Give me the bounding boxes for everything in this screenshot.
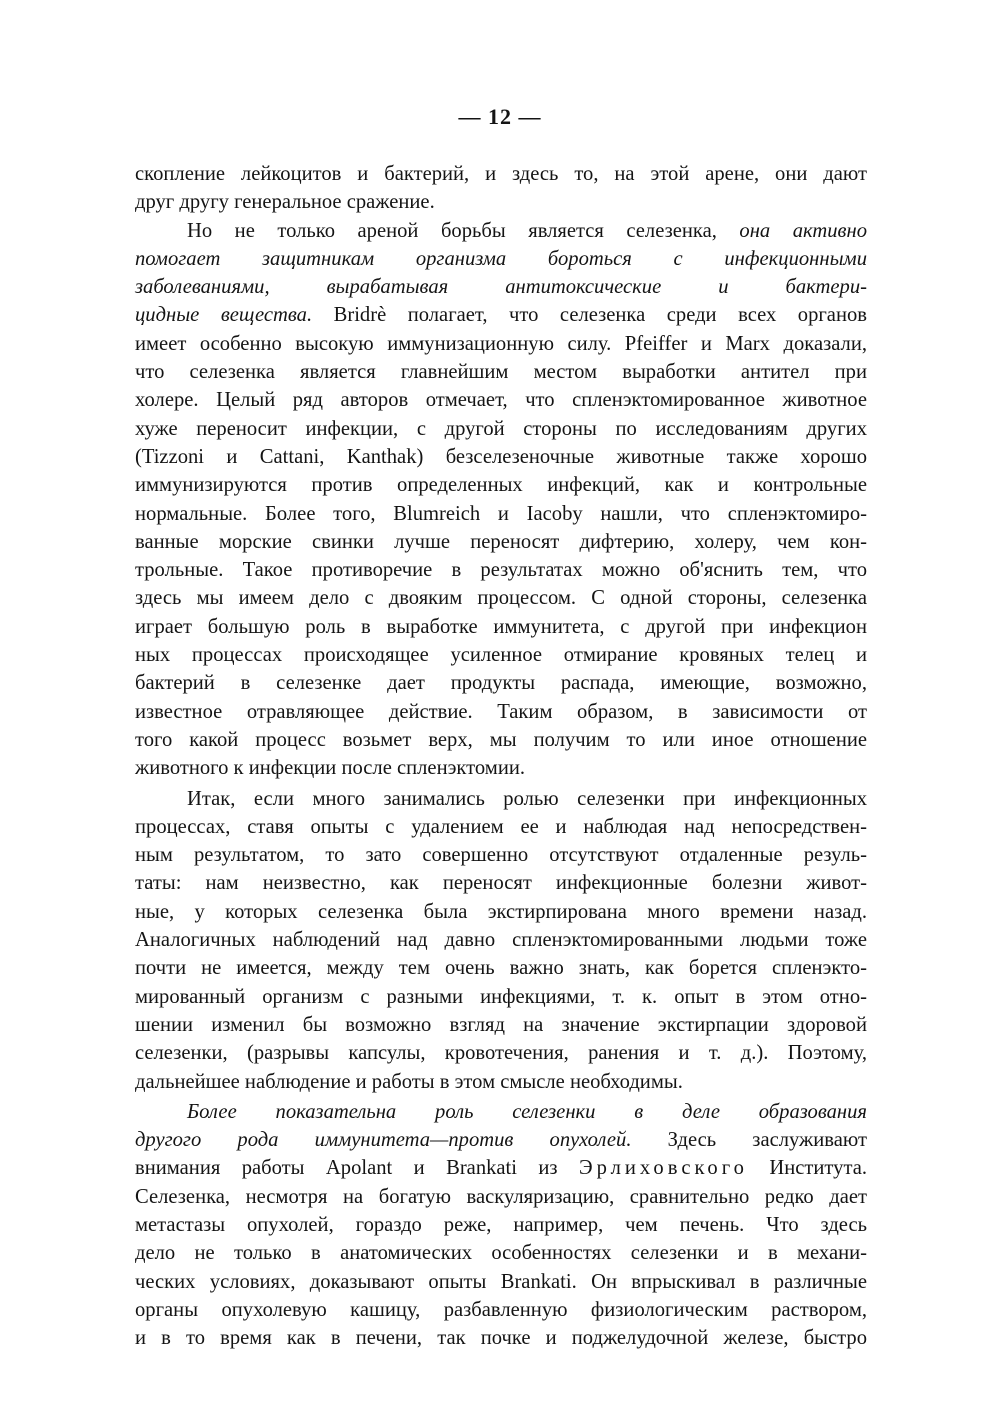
text-line: метастазы опухолей, гораздо реже, например, чем печень. Что здесь	[135, 1213, 867, 1236]
text-line: скопление лейкоцитов и бактерий, и здесь то, на этой арене, они дают	[135, 163, 867, 185]
italic-span: другого рода иммунитета—против опухолей.	[135, 1129, 632, 1152]
text-line	[135, 1154, 867, 1182]
body-text	[135, 160, 867, 1352]
text-line: шении изменил бы возможно взгляд на значение экстирпации здоровой	[135, 1013, 867, 1036]
text-line: дальнейшее наблюдение и работы в этом смысле необходимы.	[135, 1070, 683, 1093]
text-line: животного к инфекции после спленэктомии.	[135, 757, 526, 780]
text-line	[135, 1098, 867, 1126]
spaced-span: Эрлиховского	[578, 1157, 748, 1180]
text-line	[135, 245, 867, 273]
text-line: нормальные. Более того, Blumreich и Iacoby нашли, что спленэктомиро-	[135, 502, 867, 525]
text-line: холере. Целый ряд авторов отмечает, что спленэктомированное животное	[135, 389, 867, 412]
text-line: почти не имеется, между тем очень важно знать, как борется спленэкто-	[135, 957, 867, 980]
text-line: трольные. Такое противоречие в результатах можно об'яснить тем, что	[135, 559, 867, 582]
text-span: Института.	[747, 1157, 867, 1180]
text-line: процессах, ставя опыты с удалением ее и наблюдая над непосредствен-	[135, 815, 867, 838]
text-line: имеет особенно высокую иммунизационную силу. Pfeiffer и Marx доказали,	[135, 332, 867, 355]
text-line: и в то время как в печени, так почке и поджелудочной железе, быстро	[135, 1327, 867, 1350]
text-line: таты: нам неизвестно, как переносят инфекционные болезни живот-	[135, 872, 867, 895]
text-line	[135, 273, 867, 301]
text-span: внимания работы Apolant и Brankati из	[135, 1157, 579, 1180]
text-line: ным результатом, то зато совершенно отсутствуют отдаленные резуль-	[135, 844, 867, 867]
text-span: Но не только ареной борьбы является селезенка,	[187, 219, 740, 242]
text-line: бактерий в селезенке дает продукты распада, имеющие, возможно,	[135, 672, 867, 695]
text-line: здесь мы имеем дело с двояким процессом. С одной стороны, селезенка	[135, 587, 867, 610]
text-line: ных процессах происходящее усиленное отмирание кровяных телец и	[135, 644, 867, 667]
italic-span: заболеваниями, вырабатывая антитоксические и бактери-	[135, 276, 867, 299]
text-line: что селезенка является главнейшим местом выработки антител при	[135, 361, 867, 384]
text-line: иммунизируются против определенных инфекций, как и контрольные	[135, 474, 867, 497]
text-span: Bridrè полагает, что селезенка среди всех органов	[312, 304, 867, 327]
text-line: хуже переносит инфекции, с другой стороны по исследованиям других	[135, 417, 867, 440]
text-line: известное отравляющее действие. Таким образом, в зависимости от	[135, 700, 867, 723]
text-span: Здесь заслуживают	[631, 1129, 867, 1152]
italic-span: цидные вещества.	[135, 304, 313, 327]
text-line	[135, 301, 867, 329]
italic-span: она активно	[739, 219, 867, 242]
text-line: играет большую роль в выработке иммунитета, с другой при инфекцион	[135, 615, 867, 638]
text-line: ные, у которых селезенка была экстирпирована много времени назад.	[135, 900, 867, 923]
text-line: ческих условиях, доказывают опыты Brankati. Он впрыскивал в различные	[135, 1270, 867, 1293]
text-line: селезенки, (разрывы капсулы, кровотечения, ранения и т. д.). Поэтому,	[135, 1042, 867, 1065]
italic-span: помогает защитникам организма бороться с инфекционными	[135, 247, 867, 270]
text-line: Итак, если много занимались ролью селезенки при инфекционных	[187, 787, 867, 810]
text-line: мированный организм с разными инфекциями, т. к. опыт в этом отно-	[135, 985, 867, 1008]
text-line: Селезенка, несмотря на богатую васкуляризацию, сравнительно редко дает	[135, 1185, 867, 1208]
page-number: — 12 —	[458, 104, 542, 129]
text-line: того какой процесс возьмет верх, мы получим то или иное отношение	[135, 728, 867, 751]
text-line	[135, 217, 867, 245]
text-line: (Tizzoni и Cattani, Kanthak) безселезеночные животные также хорошо	[135, 445, 867, 468]
text-line: друг другу генеральное сражение.	[135, 191, 435, 214]
italic-span: Более показательна роль селезенки в деле образования	[187, 1100, 867, 1123]
text-line: органы опухолевую кашицу, разбавленную физиологическим раствором,	[135, 1298, 867, 1321]
text-line	[135, 1126, 867, 1154]
text-line: дело не только в анатомических особенностях селезенки и в механи-	[135, 1242, 867, 1265]
text-line: ванные морские свинки лучше переносят дифтерию, холеру, чем кон-	[135, 530, 867, 553]
text-line: Аналогичных наблюдений над давно спленэктомированными людьми тоже	[135, 929, 867, 952]
